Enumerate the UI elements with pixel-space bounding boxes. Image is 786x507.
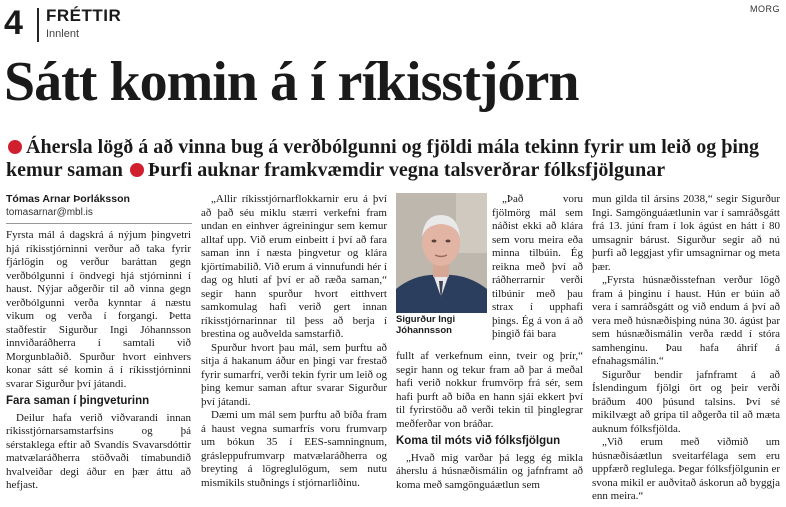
paragraph: Fyrsta mál á dagskrá á nýjum þingvetri hjá ríkisstjórninni verður að taka fyrir fjárlögin og verður baráttan gegn verðbólgunni í öndvegi hjá stjórninni í haust. Nýjar aðgerðir til að vinna gegn verðbólgunni verða kynntar á næstu vikum og verða í forgangi. Þetta staðfestir Sigurður Ingi Jóhannsson innviðaráðherra í samtali við Morgunblaðið. Spurður hvort einhvers konar sátt sé komin á í ríkisstjórninni svarar Sigurður því játandi. [6, 229, 191, 390]
paragraph: Sigurður bendir jafnframt á að Íslendingum fjölgi ört og þeir verði bráðum 400 þúsund talsins. Því sé mikilvægt að grípa til aðgerða til að mæta auknum fólksfjölda. [592, 368, 780, 435]
portrait-figure-icon [396, 193, 487, 313]
paragraph: Deilur hafa verið viðvarandi innan ríkisstjórnarsamstarfsins og þá sérstaklega eftir að Svandís Svavarsdóttir matvælaráðherra stöðvaði tímabundið hvalveiðar degi áður en þær áttu að hefjast. [6, 411, 191, 491]
bullet-dot-icon [130, 163, 144, 177]
subheadline-part2: Þurfi auknar framkvæmdir vegna talsverðrar fólksfjölgunar [147, 159, 666, 181]
paper-name: MORG [750, 4, 780, 14]
article-column-4 [592, 193, 780, 507]
headline: Sátt komin á í ríkisstjórn [4, 51, 579, 113]
subheading: Koma til móts við fólksfjölgun [396, 435, 561, 447]
article-column-2 [201, 193, 387, 507]
photo-caption: Sigurður Ingi Jóhannsson [396, 314, 456, 336]
subheading: Fara saman í þingveturinn [6, 395, 150, 407]
section-label: FRÉTTIR [46, 6, 122, 25]
page-number: 4 [4, 4, 23, 42]
subheadline [6, 136, 782, 182]
paragraph: Spurður hvort þau mál, sem þurftu að sitja á hakanum áður en þingi var frestað fyrir sumarfrí, verði tekin fyrir um leið og þing kemur saman aftur svarar Sigurður því játandi. [201, 341, 387, 408]
header-divider [37, 8, 39, 42]
paragraph: mun gilda til ársins 2038,“ segir Sigurður Ingi. Samgönguáætlunin var í samráðsgátt frá 13. júní fram í lok ágúst en hátt í 80 umsagnir bárust. Sigurður segir að nú þurfi að leggjast yfir umsagnirnar og meta þær. [592, 193, 780, 273]
byline-email[interactable]: tomasarnar@mbl.is [6, 207, 93, 218]
paragraph: „Við erum með viðmið um húsnæðisáætlun sveitarfélaga sem eru uppfærð reglulega. Þegar fólksfjölgunin er svona mikil er auðvitað áskorun að byggja enn meira.“ [592, 436, 780, 502]
subheadline-part1: Áhersla lögð á að vinna bug á verðbólgunni og fjöldi mála tekinn fyrir um leið og þing kemur saman [6, 136, 760, 181]
byline-author: Tómas Arnar Þorláksson [6, 193, 130, 205]
paragraph: „Fyrsta húsnæðisstefnan verður lögð fram á þinginu í haust. Hún er búin að vera í samráðsgátt og við endum á því að vera með húsnæðisþing núna 30. ágúst þar sem húsnæðismálin verða rædd í stóra samhenginu. Þau hafa áhrif á efnahagsmálin.“ [592, 274, 780, 367]
article-column-3 [396, 350, 583, 507]
subsection-label: Innlent [46, 28, 80, 40]
bullet-dot-icon [8, 140, 22, 154]
portrait-photo [396, 193, 487, 313]
paragraph: Dæmi um mál sem þurftu að bíða fram á haust vegna sumarfrís voru frumvarp um bókun 35 í EES-samningnum, grásleppufrumvarp matvælaráðherra og breyting á lögreglulögum, sem nutu mismikils stuðnings í stjórnarliðinu. [201, 409, 387, 489]
article-column-1 [6, 229, 191, 507]
paragraph: „Allir ríkisstjórnarflokkarnir eru á því að það séu miklu stærri verkefni fram undan en einhver ágreiningur sem kemur alltaf upp. Við erum einbeitt í því að fara saman inn í næsta þingvetur og klára kjörtímabilið. Við erum á vinnufundi hér í dag og hluti af því er að ræða saman,“ segir hann spurður hvort eitthvert samkomulag hafi verið gert innan ríkisstjórnarinnar til þess að berja í brestina og auðvelda samstarfið. [201, 193, 387, 340]
paragraph: fullt af verkefnum einn, tveir og þrír,“ segir hann og tekur fram að þar á meðal hafi verið nokkur frumvörp frá sér, sem hafi þurft að bíða en hann sjái ekkert því til fyrirstöðu að verði tekin til þinglegrar meðferðar von bráðar. [396, 350, 583, 430]
paragraph: „Hvað mig varðar þá legg ég mikla áherslu á húsnæðismálin og jafnframt að koma með samgönguáætlun sem [396, 451, 583, 491]
byline-rule [6, 223, 192, 224]
paragraph: „Það voru fjölmörg mál sem náðist ekki að klára sem voru meira eða minna tilbúin. Ég reikna með því að ráðherrarnir verði tilbúnir með þau strax í upphafi þings. Ég á von á að þingið fái bara [492, 193, 583, 340]
article-column-3-top [492, 193, 583, 351]
